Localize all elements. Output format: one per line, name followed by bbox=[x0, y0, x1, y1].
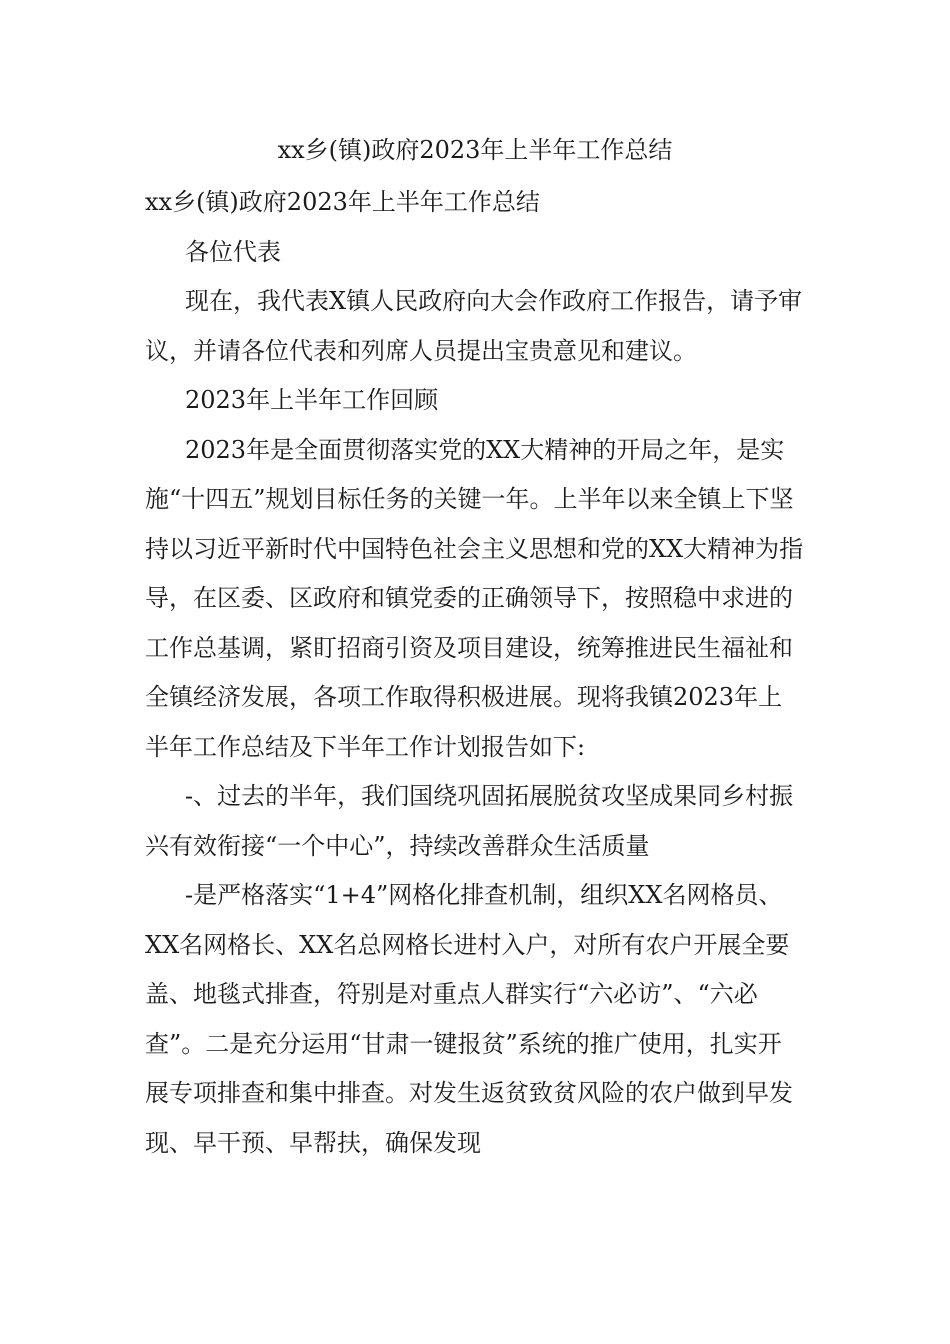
review-paragraph: 2023年是全面贯彻落实党的XX大精神的开局之年，是实施“十四五”规划目标任务的关键一年。上半年以来全镇上下坚持以习近平新时代中国特色社会主义思想和党的XX大精神为指导，在区委、区政府和镇党委的正确领导下，按照稳中求进的工作总基调，紧盯招商引资及项目建设，统筹推进民生福祉和全镇经济发展，各项工作取得积极进展。现将我镇2023年上半年工作总结及下半年工作计划报告如下: bbox=[145, 435, 804, 761]
paragraph-one: -是严格落实“1+4”网格化排查机制，组织XX名网格员、XX名网格长、XX名总网格长进村入户，对所有农户开展全要盖、地毯式排查，符别是对重点人群实行“六必访”、“六必查”。二是充分运用“甘肃一键报贫”系统的推广使用，扎实开展专项排查和集中排查。对发生返贫致贫风险的农户做到早发现、早干预、早帮扶，确保发现 bbox=[145, 881, 793, 1157]
section-heading-review: 2023年上半年工作回顾 bbox=[185, 386, 439, 414]
section-heading-one: -、过去的半年，我们国绕巩固拓展脱贫攻坚成果同乡村振兴有效衔接“一个中心”，持续改善群众生活质量 bbox=[145, 782, 794, 860]
document-subtitle: xx乡(镇)政府2023年上半年工作总结 bbox=[145, 188, 540, 216]
document-body bbox=[145, 178, 805, 1168]
salutation: 各位代表 bbox=[185, 237, 281, 266]
document-title: xx乡(镇)政府2023年上半年工作总结 bbox=[277, 136, 673, 164]
opening-paragraph: 现在，我代表X镇人民政府向大会作政府工作报告，请予审议，并请各位代表和列席人员提出宝贵意见和建议。 bbox=[145, 287, 803, 365]
